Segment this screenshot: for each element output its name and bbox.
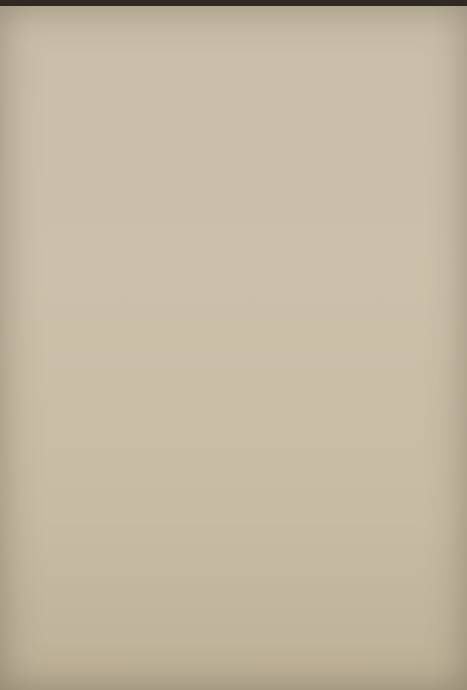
book-page xyxy=(0,6,467,690)
